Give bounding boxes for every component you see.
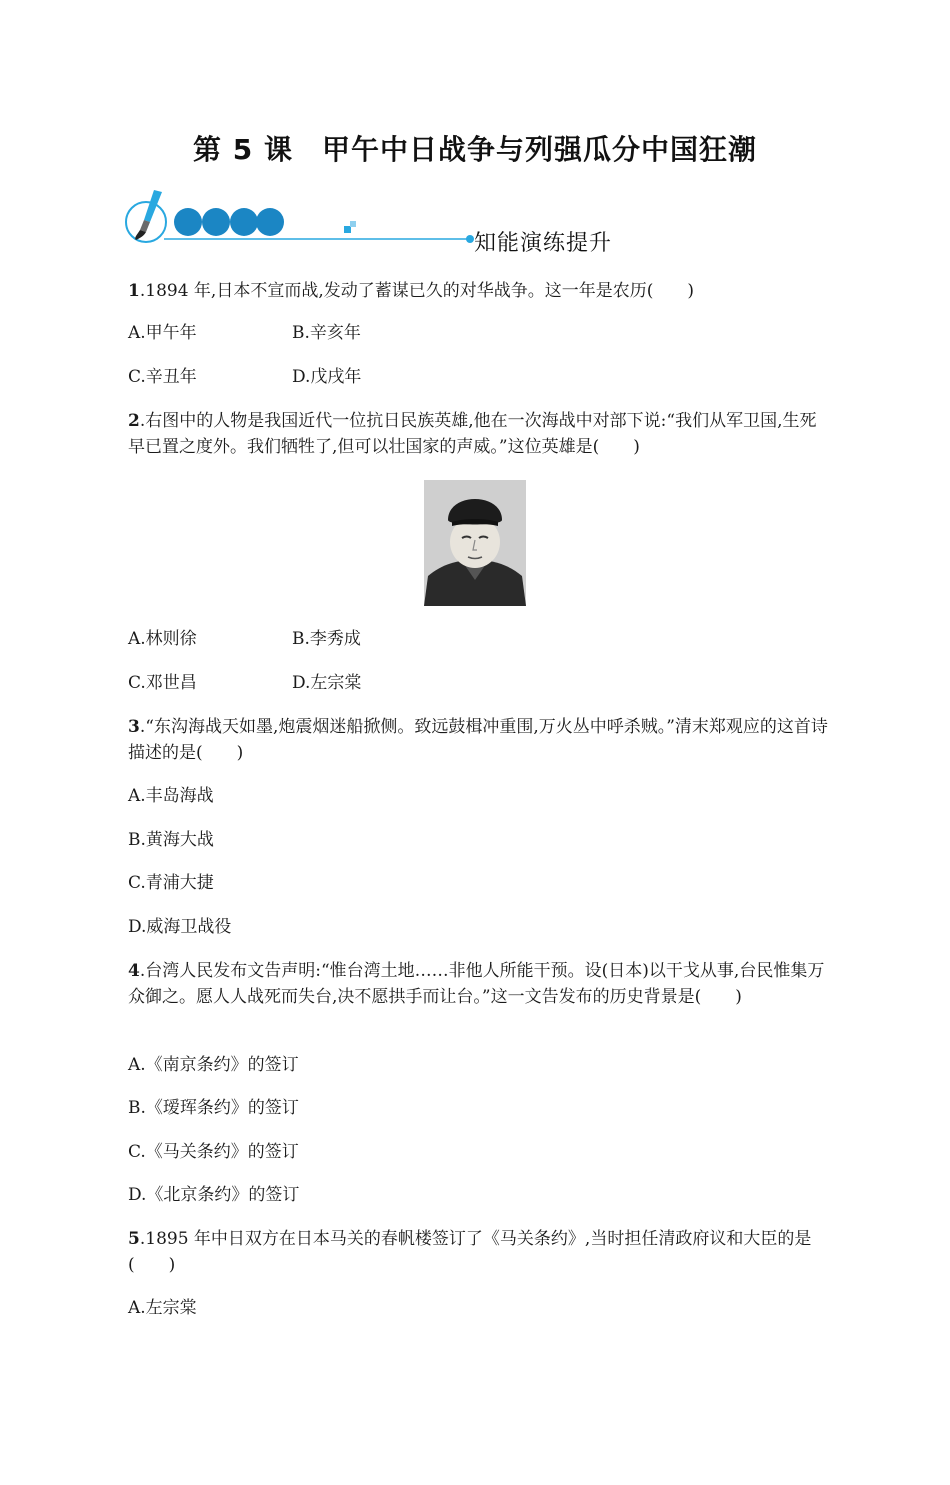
banner-square-2 xyxy=(350,221,356,227)
banner-dot-3 xyxy=(230,208,258,236)
paintbrush-icon xyxy=(135,190,162,240)
question-text: .台湾人民发布文告声明:“惟台湾土地……非他人所能干预。设(日本)以干戈从事,台民惟集万众御之。愿人人战死而失台,决不愿拱手而让台。”这一文告发布的历史背景是( ) xyxy=(128,961,825,1007)
option-b: B.辛亥年 xyxy=(292,323,361,343)
option-a: A.左宗棠 xyxy=(128,1298,197,1318)
question-5 xyxy=(128,1226,828,1278)
section-label: 知能演练提升 xyxy=(474,231,613,256)
page-title: 第 5 课 甲午中日战争与列强瓜分中国狂潮 xyxy=(193,133,757,166)
question-4 xyxy=(128,958,828,1010)
option-b: B.李秀成 xyxy=(292,629,361,649)
option-a: A.甲午年 xyxy=(128,323,197,343)
question-number: 1 xyxy=(128,281,140,301)
banner-dot-1 xyxy=(174,208,202,236)
option-d: D.左宗棠 xyxy=(292,673,362,693)
option-a: A.丰岛海战 xyxy=(128,786,214,806)
option-c: C.《马关条约》的签订 xyxy=(128,1142,299,1162)
banner-line-end xyxy=(466,235,474,243)
question-text: .1895 年中日双方在日本马关的春帆楼签订了《马关条约》,当时担任清政府议和大臣的是( ) xyxy=(128,1229,812,1275)
question-text: .1894 年,日本不宣而战,发动了蓄谋已久的对华战争。这一年是农历( ) xyxy=(139,281,694,301)
option-c: C.邓世昌 xyxy=(128,673,197,693)
question-2 xyxy=(128,408,828,460)
banner-dot-2 xyxy=(202,208,230,236)
question-number: 5 xyxy=(128,1229,140,1249)
banner-dot-4 xyxy=(256,208,284,236)
option-a: A.林则徐 xyxy=(128,629,197,649)
option-b: B.黄海大战 xyxy=(128,830,214,850)
question-number: 3 xyxy=(128,717,140,737)
option-b: B.《瑷珲条约》的签订 xyxy=(128,1098,299,1118)
question-number: 2 xyxy=(128,411,140,431)
portrait-photo xyxy=(424,480,526,606)
option-d: D.《北京条约》的签订 xyxy=(128,1185,300,1205)
option-c: C.青浦大捷 xyxy=(128,873,214,893)
question-text: .“东沟海战天如墨,炮震烟迷船掀侧。致远鼓楫冲重围,万火丛中呼杀贼。”清末郑观应的这首诗描述的是( ) xyxy=(128,717,828,763)
question-number: 4 xyxy=(128,961,140,981)
option-d: D.威海卫战役 xyxy=(128,917,232,937)
option-c: C.辛丑年 xyxy=(128,367,197,387)
banner-square-1 xyxy=(344,226,351,233)
question-3 xyxy=(128,714,828,766)
option-a: A.《南京条约》的签订 xyxy=(128,1055,299,1075)
question-1 xyxy=(128,278,828,304)
option-d: D.戊戌年 xyxy=(292,367,362,387)
question-text: .右图中的人物是我国近代一位抗日民族英雄,他在一次海战中对部下说:“我们从军卫国,生死早已置之度外。我们牺牲了,但可以壮国家的声威。”这位英雄是( ) xyxy=(128,411,817,457)
